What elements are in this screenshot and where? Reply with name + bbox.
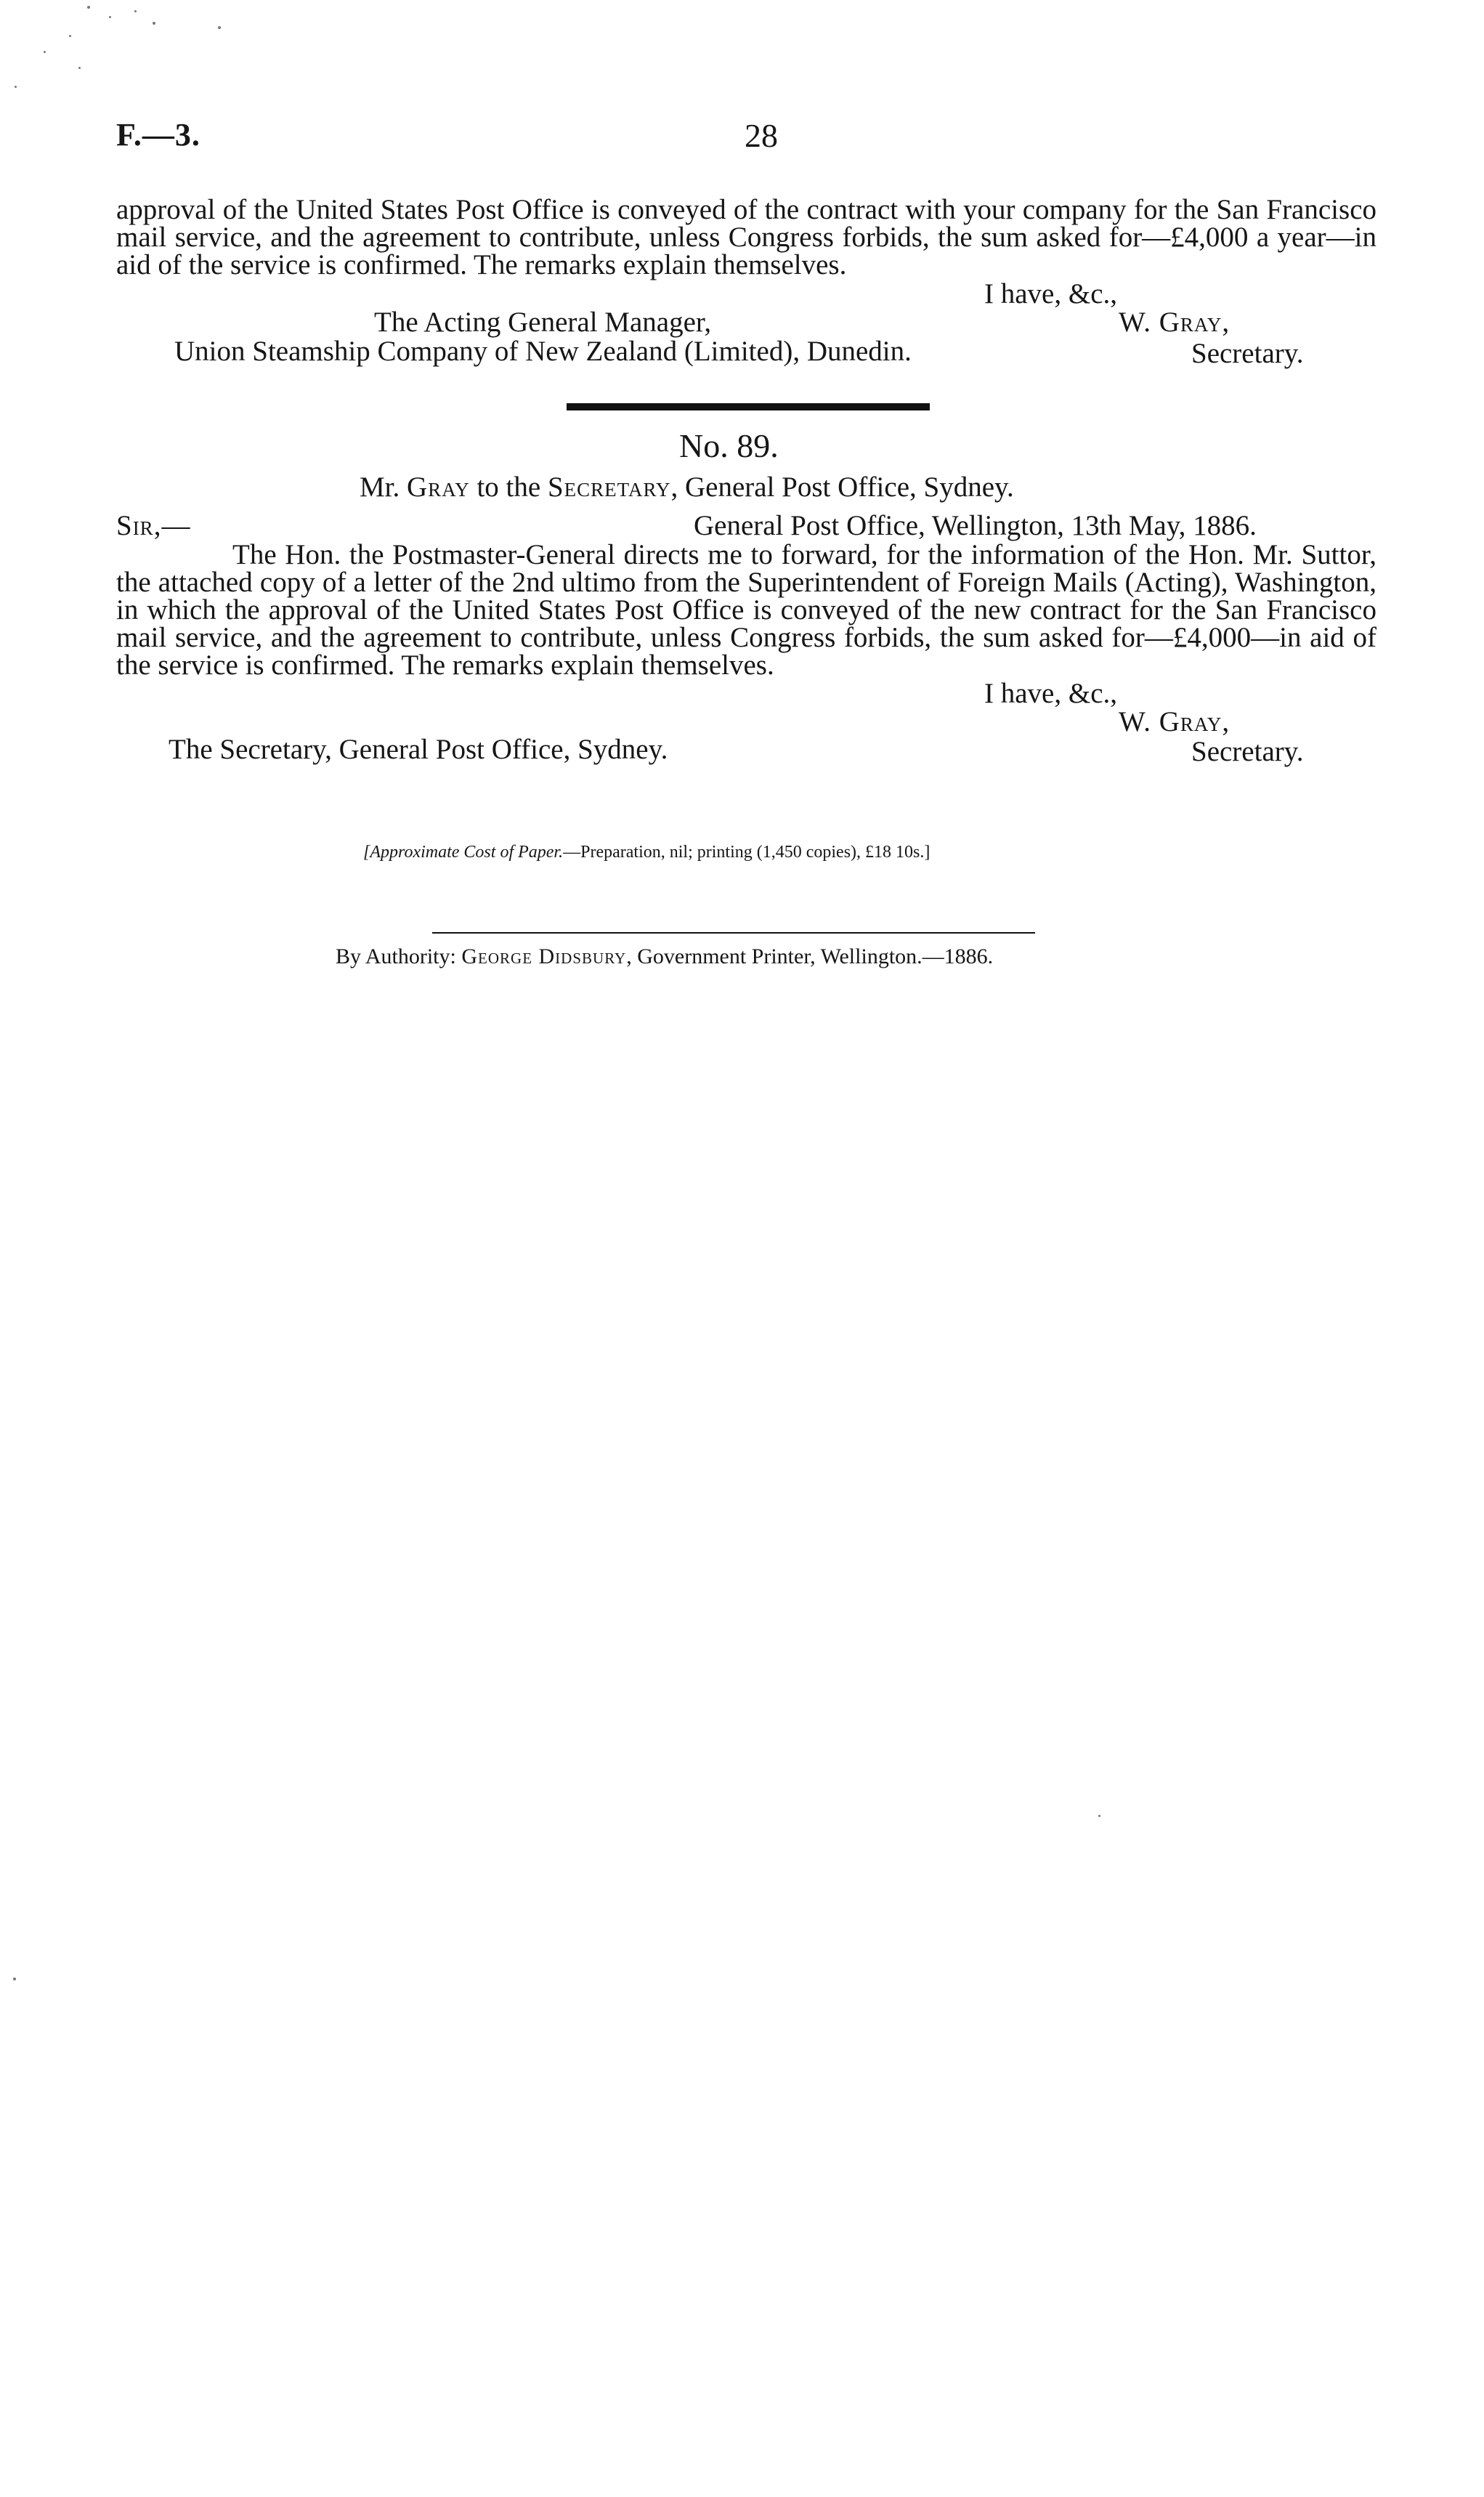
cost-of-paper-note	[363, 843, 930, 862]
letter-89-closing: I have, &c.,	[984, 678, 1118, 709]
letter-number-heading: No. 89.	[679, 427, 779, 464]
letter-89-signatory: W. Gray,	[1119, 706, 1230, 737]
scan-speck	[1098, 1815, 1100, 1817]
imprint-prefix: By Authority:	[336, 944, 456, 968]
title-prefix: Mr.	[360, 472, 400, 503]
scan-speck	[44, 51, 46, 53]
title-suffix: , General Post Office, Sydney.	[670, 472, 1014, 503]
scan-speck	[13, 1978, 16, 1980]
letter-89-title	[360, 474, 1014, 501]
letter-89-body-text: The Hon. the Postmaster-General directs me to forward, for the information of the Hon. Mr. Suttor, the attached copy of a letter of the 2nd ultimo from the Superintendent of Foreign Mails (Acting), Washington, in which the approval of the United States Post Office is conveyed of the new contract for the San Francisco mail service, and the agreement to contribute, unless Congress forbids, the sum asked for—£4,000—in aid of the service is confirmed. The remarks explain themselves.	[116, 539, 1376, 681]
scan-speck	[15, 86, 17, 88]
document-reference: F.—3.	[116, 117, 200, 153]
dateline: General Post Office, Wellington, 13th May, 1886.	[694, 510, 1257, 541]
scan-speck	[87, 6, 90, 9]
page-number: 28	[745, 117, 778, 154]
title-to-word: to the	[477, 472, 541, 503]
letter-88-addressee-line1: The Acting General Manager,	[374, 307, 712, 338]
footer-rule	[432, 932, 1035, 934]
letter-88-addressee-line2: Union Steamship Company of New Zealand (Limited), Dunedin.	[174, 336, 912, 367]
section-divider	[567, 403, 930, 410]
salutation: Sir,—	[116, 510, 191, 541]
printer-name: George Didsbury	[461, 944, 627, 968]
letter-89-signatory-title: Secretary.	[1191, 736, 1304, 767]
scan-speck	[69, 35, 71, 37]
scan-speck	[153, 22, 155, 25]
scan-speck	[134, 10, 137, 12]
letter-88-signatory-title: Secretary.	[1191, 338, 1304, 369]
title-to: Secretary	[547, 472, 671, 503]
cost-text: —Preparation, nil; printing (1,450 copies), £18 10s.]	[563, 843, 930, 862]
letter-88-body-text: approval of the United States Post Office is conveyed of the contract with your company for the San Francisco mail service, and the agreement to contribute, unless Congress forbids, the sum asked for—£4,000 a year—in aid of the service is confirmed. The remarks explain themselves.	[116, 194, 1376, 280]
scan-speck	[218, 26, 221, 29]
scan-speck	[109, 16, 111, 18]
letter-88-closing: I have, &c.,	[984, 278, 1118, 309]
letter-89-body	[116, 541, 1376, 679]
letter-89-addressee: The Secretary, General Post Office, Sydney.	[169, 734, 668, 765]
scan-speck	[78, 67, 81, 69]
printer-imprint	[336, 944, 993, 969]
title-from: Gray	[407, 472, 470, 503]
letter-88-body	[116, 196, 1376, 279]
letter-88-signatory: W. Gray,	[1119, 307, 1230, 338]
imprint-suffix: , Government Printer, Wellington.—1886.	[626, 944, 994, 968]
cost-label: [Approximate Cost of Paper.	[363, 843, 564, 862]
